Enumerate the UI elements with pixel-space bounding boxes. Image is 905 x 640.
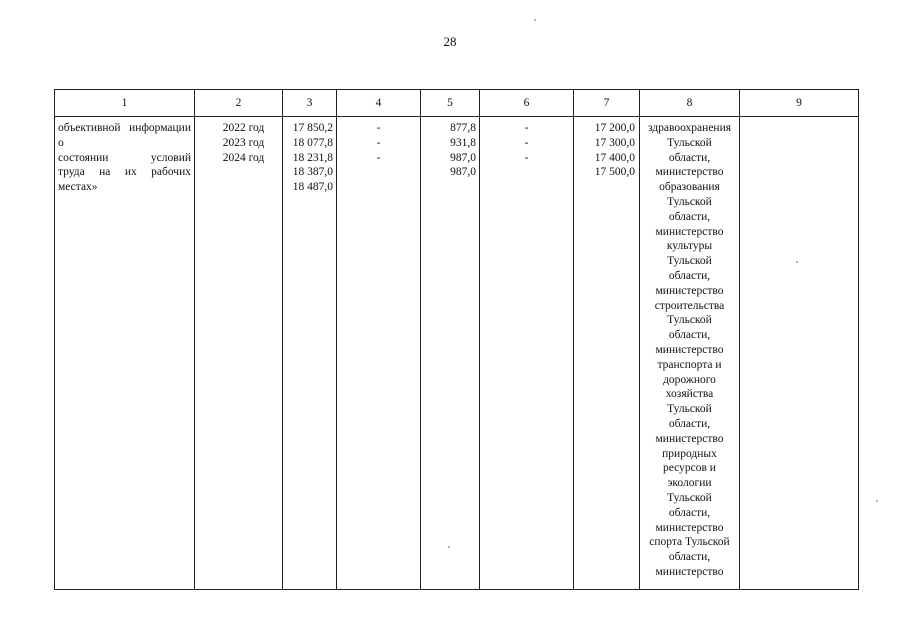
responsible-line: культуры [666,240,713,253]
responsible-line: министерство [655,565,724,578]
column-header-7: 7 [574,90,640,117]
responsible-line: министерство [655,284,724,297]
responsible-line: Тульской [667,314,712,327]
responsible-line: министерство [655,432,724,445]
year-value: 2024 год [222,151,265,164]
col3-value: 18 077,8 [292,136,333,149]
column-header-6: 6 [480,90,574,117]
responsible-line: Тульской [667,255,712,268]
page-number: 28 [443,34,457,49]
scan-speck [448,546,450,548]
responsible-line: области, [668,329,711,342]
responsible-line: области, [668,151,711,164]
cell-col9 [740,117,859,590]
responsible-line: транспорта и [657,358,722,371]
col6-value: - [524,122,529,134]
responsible-line: министерство [655,521,724,534]
responsible-line: спорта Тульской [649,536,730,549]
responsible-line: строительства [654,299,725,312]
col5-value: 987,0 [450,151,476,164]
responsible-line: Тульской [667,136,712,149]
responsible-line: области, [668,210,711,223]
responsible-line: хозяйства [665,388,714,401]
col6-value: - [524,151,529,164]
col4-value: - [376,122,381,134]
col3-value: 18 231,8 [292,151,333,164]
responsible-line: здравоохранения [647,122,732,134]
col4-value: - [376,151,381,164]
description-line: состоянии условий [58,151,191,164]
cell-description [55,117,195,590]
col6-value: - [524,136,529,149]
column-header-8: 8 [640,90,740,117]
responsible-line: области, [668,506,711,519]
description-line: труда на их рабочих [58,166,191,179]
responsible-line: области, [668,417,711,430]
responsible-line: Тульской [667,491,712,504]
responsible-line: области, [668,269,711,282]
scan-speck [796,261,798,263]
year-value: 2022 год [222,122,265,134]
col3-value: 18 487,0 [292,181,333,194]
cell-col6 [480,117,574,590]
col5-value: 931,8 [450,136,476,149]
scan-speck [876,500,878,502]
table-row [55,117,859,590]
col3-value: 17 850,2 [292,122,333,134]
data-table [54,89,859,590]
cell-col3 [283,117,337,590]
col5-value: 877,8 [450,122,476,134]
column-header-2: 2 [195,90,283,117]
year-value: 2023 год [222,136,265,149]
responsible-line: экологии [667,477,712,490]
responsible-line: ресурсов и [663,462,716,475]
responsible-line: министерство [655,343,724,356]
col3-value: 18 387,0 [292,166,333,179]
col7-value: 17 500,0 [594,166,635,179]
column-header-9: 9 [740,90,859,117]
responsible-line: Тульской [667,195,712,208]
cell-years [195,117,283,590]
cell-col7 [574,117,640,590]
responsible-line: Тульской [667,403,712,416]
cell-responsible [640,117,740,590]
cell-col4 [337,117,421,590]
cell-col5 [421,117,480,590]
column-header-5: 5 [421,90,480,117]
col7-value: 17 300,0 [594,136,635,149]
col7-value: 17 200,0 [594,122,635,134]
column-header-1: 1 [55,90,195,117]
column-header-4: 4 [337,90,421,117]
header-row [55,90,859,117]
responsible-line: министерство [655,225,724,238]
column-header-3: 3 [283,90,337,117]
scan-speck [534,19,536,21]
col4-value: - [376,136,381,149]
col7-value: 17 400,0 [594,151,635,164]
responsible-line: образования [659,181,720,194]
responsible-line: дорожного [663,373,716,386]
col5-value: 987,0 [450,166,476,179]
description-line: местах» [58,181,98,194]
responsible-line: министерство [655,166,724,179]
col9-value [740,117,858,121]
responsible-line: области, [668,551,711,564]
responsible-line: природных [662,447,717,460]
description-line: объективной информации о [58,122,191,149]
